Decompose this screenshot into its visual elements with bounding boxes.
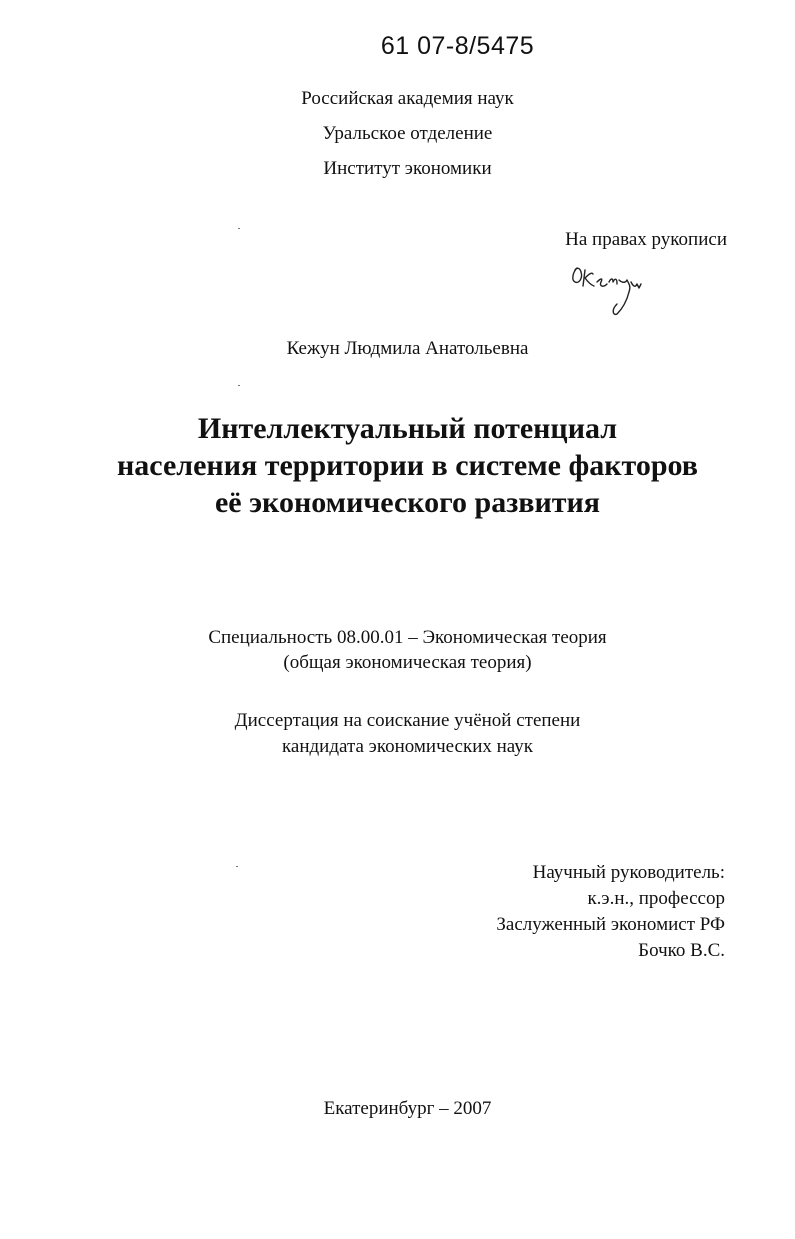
dissertation-degree-block (0, 708, 795, 760)
supervisor-honor: Заслуженный экономист РФ (496, 914, 725, 935)
scientific-supervisor-block (496, 860, 725, 964)
degree-line-1: Диссертация на соискание учёной степени (234, 710, 581, 731)
degree-line-2: кандидата экономических наук (281, 736, 534, 757)
specialty-block (0, 625, 795, 675)
scan-speck (238, 385, 240, 386)
scan-speck (238, 228, 240, 229)
handwritten-signature (563, 258, 653, 320)
organization-academy: Российская академия наук (301, 88, 514, 109)
city-year: Екатеринбург – 2007 (323, 1098, 492, 1119)
archive-stamp-number: 61 07-8/5475 (380, 32, 535, 60)
supervisor-degree: к.э.н., профессор (587, 888, 725, 909)
title-line-3: её экономического развития (214, 486, 601, 519)
author-name: Кежун Людмила Анатольевна (286, 338, 529, 359)
organization-branch: Уральское отделение (322, 123, 493, 144)
supervisor-name: Бочко В.С. (638, 940, 725, 961)
title-line-1: Интеллектуальный потенциал (197, 412, 618, 445)
specialty-line-1: Специальность 08.00.01 – Экономическая теория (208, 627, 607, 648)
manuscript-rights-note: На правах рукописи (565, 229, 727, 250)
dissertation-title (0, 410, 795, 521)
title-line-2: населения территории в системе факторов (117, 449, 698, 482)
scan-speck (236, 866, 238, 867)
supervisor-heading: Научный руководитель: (532, 862, 725, 883)
specialty-line-2: (общая экономическая теория) (283, 652, 532, 673)
organization-institute: Институт экономики (323, 158, 492, 179)
